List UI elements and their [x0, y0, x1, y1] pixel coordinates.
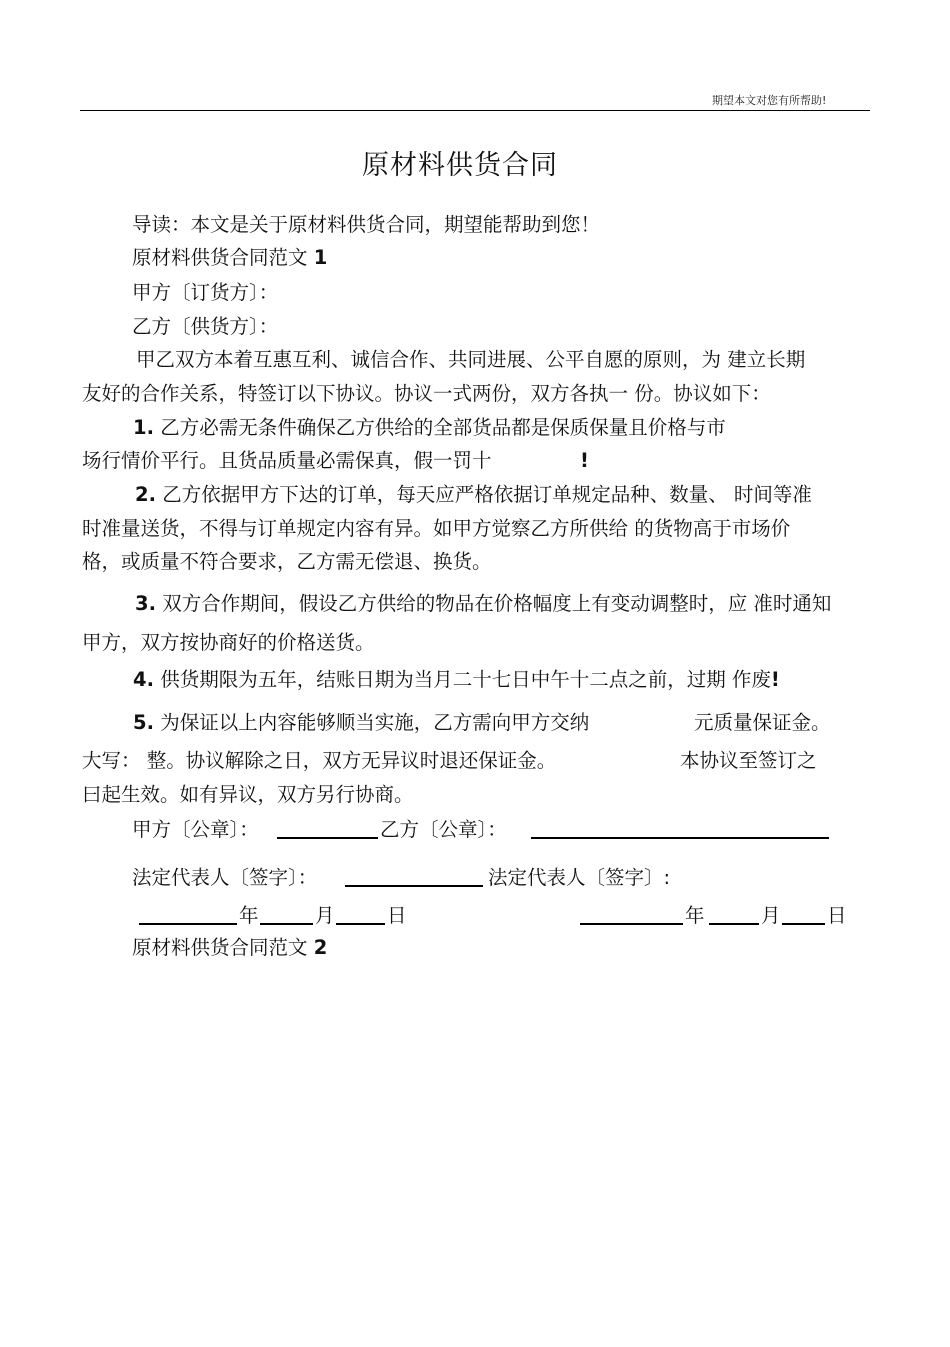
- clause-text: 乙方必需无条件确保乙方供给的全部货品都是保质保量且价格与市: [160, 416, 726, 439]
- clause-3-line-1: [135, 594, 831, 614]
- clause-1-exclamation: !: [580, 449, 589, 472]
- clause-5-effective: 本协议至签订之: [680, 749, 817, 772]
- date-a-month: 月: [315, 904, 335, 927]
- section-number: 1: [313, 246, 328, 269]
- clause-2-line-2: 时准量送货，不得与订单规定内容有异。如甲方觉察乙方所供给 的货物高于市场价: [82, 517, 791, 540]
- section-label: 原材料供货合同范文: [132, 246, 308, 269]
- clause-3-line-2: 甲方，双方按协商好的价格送货。: [82, 631, 375, 654]
- clause-number: 3.: [135, 592, 156, 615]
- date-b-month: 月: [761, 904, 781, 927]
- header-divider: [80, 110, 870, 111]
- clause-text: 乙方依据甲方下达的订单，每天应严格依据订单规定品种、数量、 时间等准: [162, 483, 812, 506]
- clause-2-line-1: [135, 485, 812, 505]
- preamble-line-1: 甲乙双方本着互惠互利、诚信合作、共同进展、公平自愿的原则，为 建立长期: [136, 348, 806, 371]
- clause-5-line-3: 曰起生效。如有异议，双方另行协商。: [82, 783, 414, 806]
- clause-text: 供货期限为五年，结账日期为当月二十七日中午十二点之前，过期 作废: [160, 668, 771, 691]
- clause-1-line-2: 场行情价平行。且货品质量必需保真，假一罚十: [82, 449, 492, 472]
- rep-a-blank[interactable]: [345, 885, 483, 887]
- party-b-line: 乙方〔供货方〕：: [132, 315, 279, 338]
- clause-5-line-1: [133, 713, 589, 733]
- date-a-month-blank[interactable]: [260, 923, 313, 925]
- date-a-year-blank[interactable]: [139, 923, 237, 925]
- clause-text: 为保证以上内容能够顺当实施，乙方需向甲方交纳: [160, 711, 590, 734]
- section-heading-1: [132, 248, 327, 268]
- date-b-month-blank[interactable]: [709, 923, 759, 925]
- seal-b-label: 乙方〔公章〕：: [380, 818, 507, 841]
- clause-5-line-2: 大写： 整。协议解除之日，双方无异议时退还保证金。: [82, 749, 557, 772]
- document-title: 原材料供货合同: [362, 150, 558, 181]
- clause-5-deposit-unit: 元质量保证金。: [694, 711, 831, 734]
- date-b-year: 年: [685, 904, 705, 927]
- date-a-year: 年: [239, 904, 259, 927]
- date-a-day: 日: [387, 904, 407, 927]
- seal-b-blank[interactable]: [531, 837, 829, 839]
- intro-text: 导读：本文是关于原材料供货合同，期望能帮助到您！: [132, 213, 601, 236]
- clause-2-line-3: 格，或质量不符合要求，乙方需无偿退、换货。: [82, 550, 492, 573]
- section-number: 2: [313, 936, 328, 959]
- clause-number: 2.: [135, 483, 156, 506]
- seal-a-label: 甲方〔公章〕：: [132, 818, 259, 841]
- party-a-line: 甲方〔订货方〕：: [132, 281, 279, 304]
- clause-4-line-1: [133, 670, 780, 690]
- date-b-year-blank[interactable]: [580, 923, 683, 925]
- section-heading-2: [132, 938, 327, 958]
- clause-4-exclamation: !: [770, 668, 780, 691]
- clause-number: 4.: [133, 668, 154, 691]
- date-a-day-blank[interactable]: [336, 923, 385, 925]
- rep-a-label: 法定代表人〔签字〕：: [132, 866, 318, 889]
- clause-text: 双方合作期间，假设乙方供给的物品在价格幅度上有变动调整时，应 准时通知: [162, 592, 832, 615]
- date-b-day: 日: [827, 904, 847, 927]
- date-b-day-blank[interactable]: [782, 923, 825, 925]
- section-label: 原材料供货合同范文: [132, 936, 308, 959]
- preamble-line-2: 友好的合作关系，特签订以下协议。协议一式两份，双方各执一 份。协议如下：: [82, 382, 771, 405]
- rep-b-label: 法定代表人〔签字〕:: [488, 866, 671, 889]
- header-note: 期望本文对您有所帮助!: [712, 94, 827, 107]
- seal-a-blank[interactable]: [277, 837, 378, 839]
- clause-1-line-1: [133, 418, 726, 438]
- clause-number: 1.: [133, 416, 154, 439]
- clause-number: 5.: [133, 711, 154, 734]
